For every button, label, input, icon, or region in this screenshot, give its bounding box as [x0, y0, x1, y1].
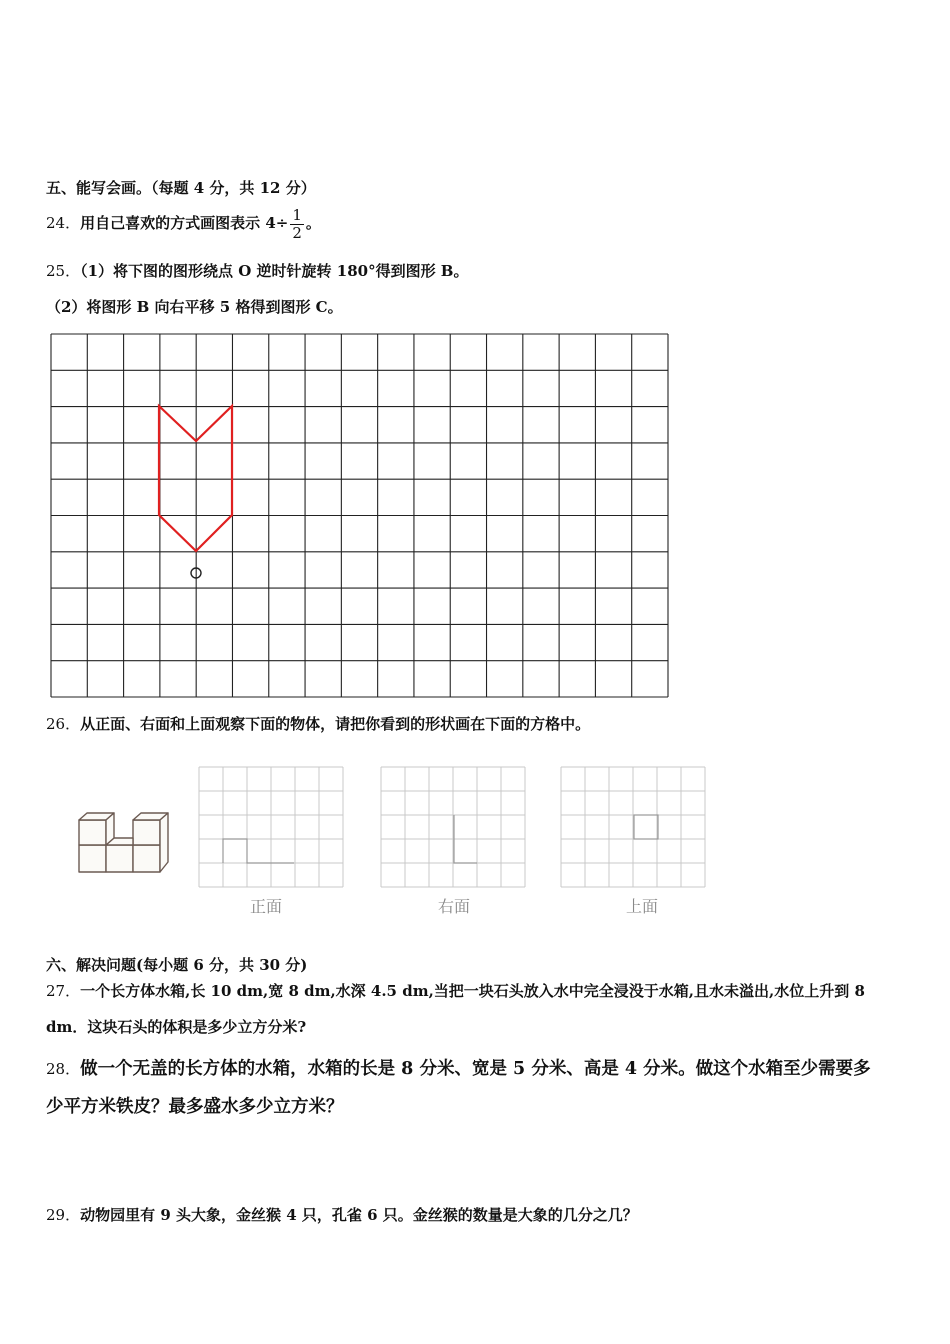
caption-front: 正面 [249, 897, 283, 916]
question-28-line2: 少平方米铁皮？最多盛水多少立方米？ [46, 1097, 344, 1117]
question-28-number: 28． [46, 1060, 81, 1078]
question-27-number: 27． [46, 982, 81, 1000]
fraction-denominator: 2 [292, 223, 302, 242]
question-29-number: 29． [46, 1206, 81, 1224]
view-grids [190, 762, 720, 924]
question-28-line1 [46, 1055, 871, 1080]
top-view-grid [561, 767, 705, 887]
front-view-outline [223, 839, 294, 863]
question-25-number: 25． [46, 262, 81, 280]
arrow-shape-figure [159, 406, 232, 551]
question-25-line2: （2）将图形 B 向右平移 5 格得到图形 C。 [46, 298, 343, 316]
question-26-number: 26． [46, 715, 81, 733]
question-29-text: 动物园里有 9 头大象，金丝猴 4 只，孔雀 6 只。金丝猴的数量是大象的几分之几？ [80, 1206, 638, 1224]
question-24-text: 用自己喜欢的方式画图表示 4÷ [80, 214, 289, 232]
question-27-line1 [46, 980, 865, 1001]
question-28-text: 做一个无盖的长方体的水箱，水箱的长是 8 分米、宽是 5 分米、高是 4 分米。做这个水箱至少需要多 [80, 1059, 871, 1079]
question-27-text: 一个长方体水箱,长 10 dm,宽 8 dm,水深 4.5 dm,当把一块石头放入水中完全浸没于水箱,且水未溢出,水位上升到 8 [80, 982, 865, 1000]
question-24 [46, 204, 321, 242]
question-29 [46, 1204, 638, 1225]
question-25-text: （1）将下图的图形绕点 O 逆时针旋转 180°得到图形 B。 [80, 262, 469, 280]
question-26 [46, 713, 590, 734]
fraction-numerator: 1 [292, 205, 302, 224]
caption-top: 上面 [625, 897, 659, 916]
right-view-grid [381, 767, 525, 887]
cube-object [76, 810, 172, 876]
question-25-line1 [46, 260, 468, 281]
top-view-outline [634, 815, 658, 839]
fraction-one-half [290, 207, 304, 242]
question-24-end: 。 [305, 214, 321, 232]
rotation-grid [50, 333, 670, 699]
front-view-grid [199, 767, 343, 887]
section-five-heading: 五、能写会画。（每题 4 分，共 12 分） [46, 179, 316, 197]
grid-lines [51, 334, 668, 697]
question-24-number: 24． [46, 214, 81, 232]
question-27-line2: dm．这块石头的体积是多少立方分米? [46, 1018, 307, 1036]
question-26-text: 从正面、右面和上面观察下面的物体，请把你看到的形状画在下面的方格中。 [80, 715, 591, 733]
section-six-heading: 六、解决问题(每小题 6 分，共 30 分) [46, 956, 308, 974]
caption-right: 右面 [437, 897, 471, 916]
